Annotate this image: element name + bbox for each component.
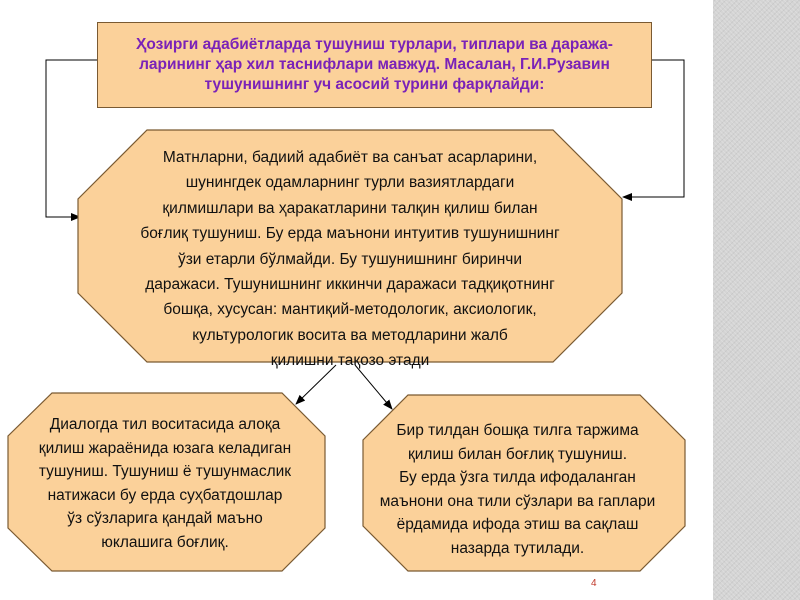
right-box-text (365, 419, 670, 560)
top-intro-text (136, 35, 613, 95)
center-box-line: Матнларни, бадиий адабиёт ва санъат асарларини, (162, 149, 538, 166)
left-box-text (14, 413, 316, 554)
right-box-line: қилиш билан боғлиқ тушуниш. (407, 445, 628, 463)
center-box-line: боғлиқ тушуниш. Бу ерда маънони интуитив тушунишнинг (140, 225, 560, 243)
center-box-line: культурологик восита ва методларини жалб (192, 326, 508, 344)
center-box-text (120, 145, 580, 374)
top-intro-line: Ҳозирги адабиётларда тушуниш турлари, типлари ва даража- (136, 36, 613, 53)
left-box-line: натижаси бу ерда суҳбатдошлар (47, 486, 283, 504)
center-box-line: шунингдек одамларнинг турли вазиятлардаги (185, 174, 515, 192)
left-box-line: тушуниш. Тушуниш ё тушунмаслик (38, 463, 292, 480)
top-intro-box (97, 22, 652, 108)
top-intro-line: ларининг ҳар хил таснифлари мавжуд. Масалан, Г.И.Рузавин (139, 56, 610, 73)
left-box-line: қилиш жараёнида юзага келадиган (38, 439, 292, 457)
right-box-line: маънони она тили сўзлари ва гаплари (379, 492, 656, 510)
center-box-line: ўзи етарли бўлмайди. Бу тушунишнинг биринчи (177, 250, 523, 268)
left-box-line: юклашига боғлиқ. (101, 533, 229, 551)
right-box-line: Бу ерда ўзга тилда ифодаланган (399, 469, 636, 486)
center-box-line: қилишни тақозо этади (270, 352, 430, 370)
center-box-line: даражаси. Тушунишнинг иккинчи даражаси тадқиқотнинг (145, 276, 555, 294)
page-number: 4 (591, 578, 597, 589)
top-intro-line: тушунишнинг уч асосий турини фарқлайди: (204, 76, 545, 93)
right-box-line: назарда тутилади. (450, 539, 585, 557)
right-box-line: ёрдамида ифода этиш ва сақлаш (396, 516, 639, 533)
right-box-line: Бир тилдан бошқа тилга таржима (396, 422, 639, 439)
left-box-line: ўз сўзларига қандай маъно (67, 510, 263, 527)
center-box-line: бошқа, хусусан: мантиқий-методологик, аксиологик, (163, 301, 537, 319)
left-box-line: Диалогда тил воситасида алоқа (49, 416, 281, 433)
center-box-line: қилмишлари ва ҳаракатларини талқин қилиш билан (162, 199, 538, 217)
